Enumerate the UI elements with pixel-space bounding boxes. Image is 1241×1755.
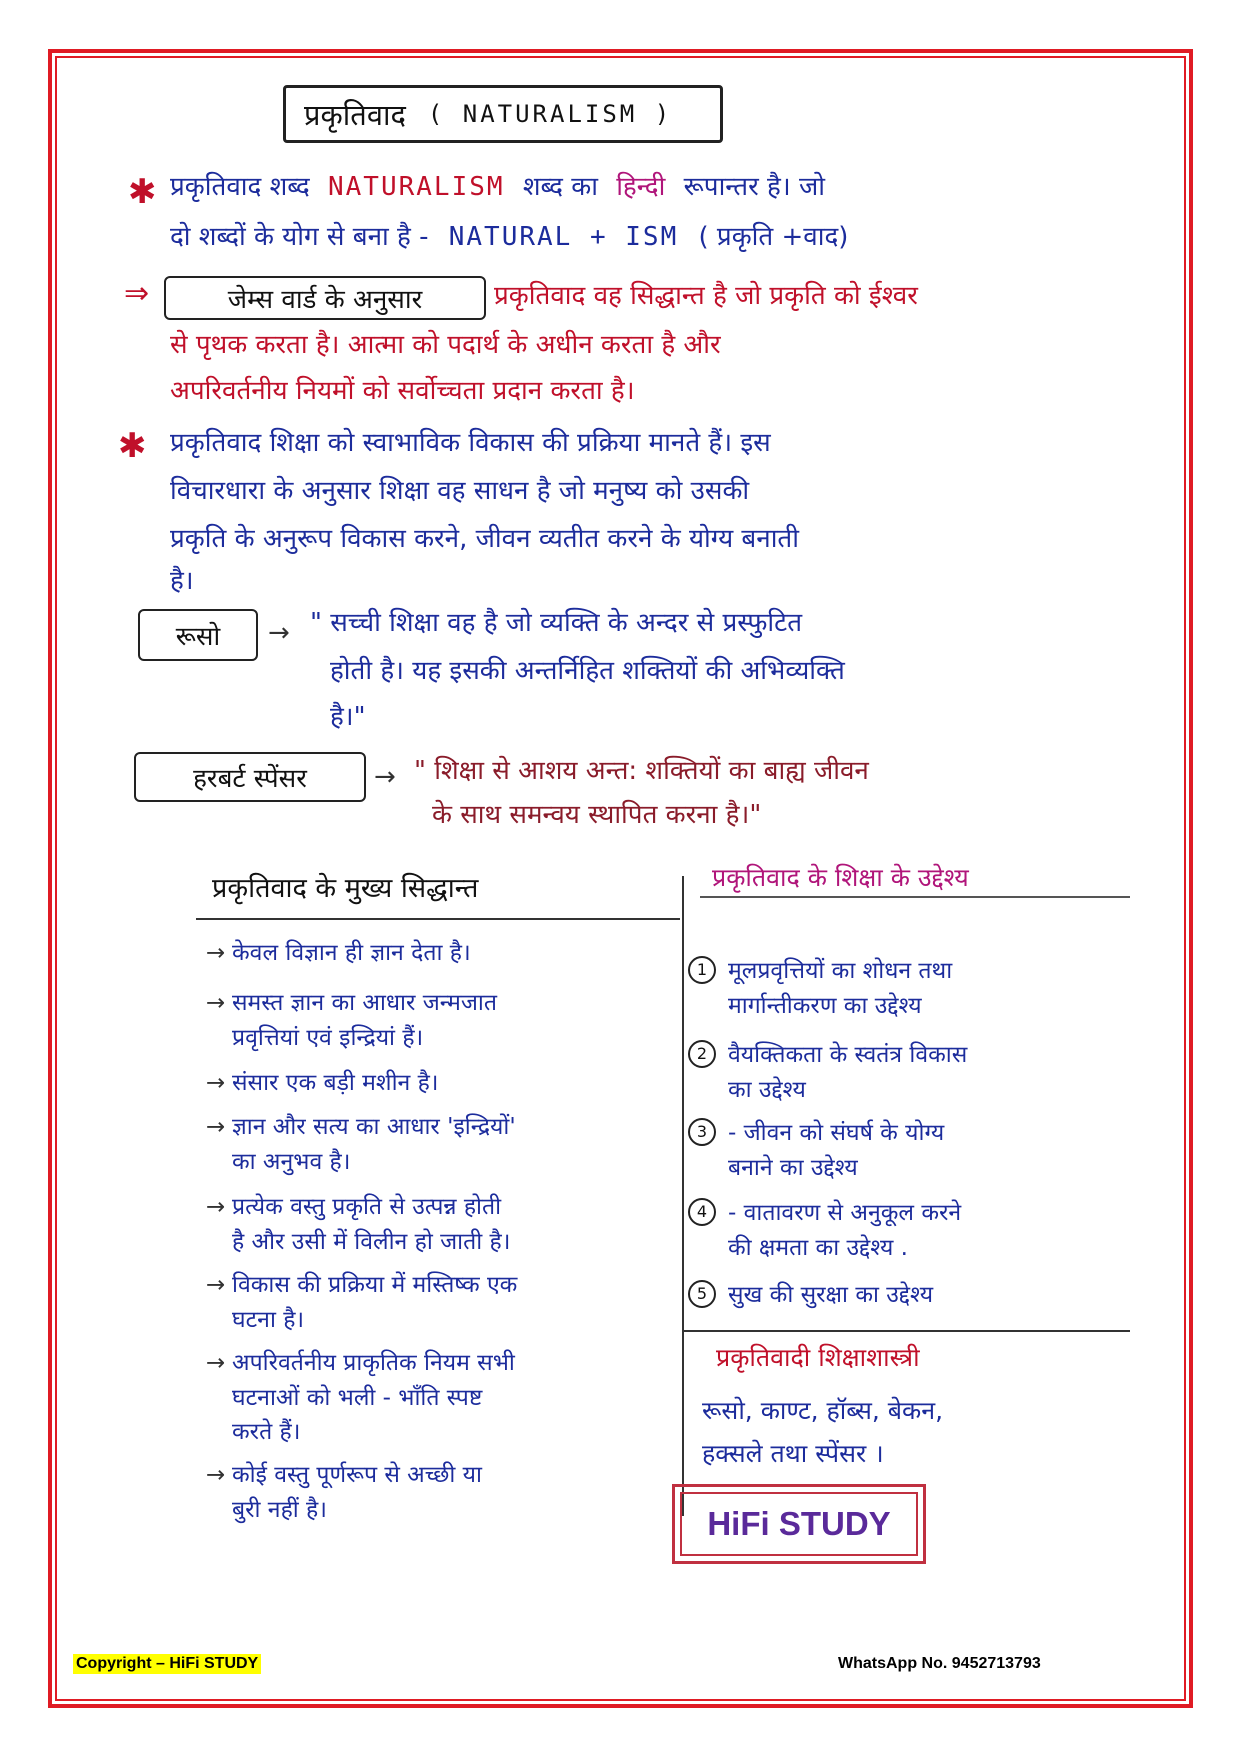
copyright-notice: Copyright – HiFi STUDY	[73, 1654, 261, 1674]
arrow-icon: →	[206, 1194, 226, 1220]
rousseau-quote-2: होती है। यह इसकी अन्तर्निहित शक्तियों की अभिव्यक्ति	[330, 656, 845, 686]
rousseau-quote-1: " सच्ची शिक्षा वह है जो व्यक्ति के अन्दर से प्रस्फुटित	[310, 608, 803, 638]
intro-line-1: प्रकृतिवाद शब्द NATURALISM शब्द का हिन्दी रूपान्तर है। जो	[170, 172, 825, 202]
spencer-quote-1: " शिक्षा से आशय अन्त: शक्तियों का बाह्य जीवन	[414, 756, 869, 786]
principle-item: → केवल विज्ञान ही ज्ञान देता है।	[232, 936, 471, 971]
brand-stamp	[672, 1484, 926, 1564]
objectives-heading: प्रकृतिवाद के शिक्षा के उद्देश्य	[712, 863, 969, 892]
principle-item: → समस्त ज्ञान का आधार जन्मजात प्रवृत्तियां एवं इन्द्रियां हैं।	[232, 986, 497, 1055]
arrow-icon: →	[206, 1070, 226, 1096]
arrow-icon: →	[206, 1350, 226, 1376]
column-divider	[682, 876, 684, 1516]
circled-number-icon: 5	[688, 1280, 716, 1308]
objective-item: 1 मूलप्रवृत्तियों का शोधन तथा मार्गान्तीकरण का उद्देश्य	[688, 954, 952, 1023]
arrow-icon: ⇒	[124, 276, 150, 311]
principle-item: → कोई वस्तु पूर्णरूप से अच्छी या बुरी नहीं है।	[232, 1458, 482, 1527]
title-hindi: प्रकृतिवाद	[304, 97, 406, 132]
principle-item: → प्रत्येक वस्तु प्रकृति से उत्पन्न होती है और उसी में विलीन हो जाती है।	[232, 1190, 510, 1259]
james-ward-line-2: से पृथक करता है। आत्मा को पदार्थ के अधीन करता है और	[170, 330, 721, 360]
circled-number-icon: 3	[688, 1118, 716, 1146]
star-icon: ✱	[128, 172, 157, 212]
arrow-icon: →	[206, 940, 226, 966]
objective-item: 3 - जीवन को संघर्ष के योग्य बनाने का उद्देश्य	[688, 1116, 944, 1185]
whatsapp-number: WhatsApp No. 9452713793	[838, 1655, 1041, 1672]
intro-line-2: दो शब्दों के योग से बना है - NATURAL + ISM ( प्रकृति +वाद)	[170, 222, 849, 252]
circled-number-icon: 4	[688, 1198, 716, 1226]
spencer-label: हरबर्ट स्पेंसर	[134, 752, 366, 802]
education-line-1: प्रकृतिवाद शिक्षा को स्वाभाविक विकास की प्रक्रिया मानते हैं। इस	[170, 428, 771, 458]
circled-number-icon: 1	[688, 956, 716, 984]
objective-item: 2 वैयक्तिकता के स्वतंत्र विकास का उद्देश्य	[688, 1038, 967, 1107]
rousseau-label: रूसो	[138, 609, 258, 661]
arrow-icon: →	[206, 1114, 226, 1140]
educationists-heading: प्रकृतिवादी शिक्षाशास्त्री	[716, 1343, 920, 1372]
title-box	[283, 85, 723, 143]
spencer-quote-2: के साथ समन्वय स्थापित करना है।"	[432, 800, 762, 830]
principle-item: → ज्ञान और सत्य का आधार 'इन्द्रियों' का अनुभव है।	[232, 1110, 516, 1179]
education-line-2: विचारधारा के अनुसार शिक्षा वह साधन है जो मनुष्य को उसकी	[170, 476, 750, 506]
objectives-heading-rule	[700, 896, 1130, 898]
arrow-icon: →	[206, 1272, 226, 1298]
james-ward-line-3: अपरिवर्तनीय नियमों को सर्वोच्चता प्रदान करता है।	[170, 376, 635, 406]
principle-item: → संसार एक बड़ी मशीन है।	[232, 1066, 439, 1101]
education-line-3: प्रकृति के अनुरूप विकास करने, जीवन व्यतीत करने के योग्य बनाती	[170, 524, 799, 554]
objective-item: 4 - वातावरण से अनुकूल करने की क्षमता का उद्देश्य .	[688, 1196, 961, 1265]
rousseau-quote-3: है।"	[330, 702, 366, 732]
educationists-list: रूसो, काण्ट, हॉब्स, बेकन, हक्सले तथा स्पेंसर ।	[702, 1396, 944, 1468]
principles-heading-rule	[196, 918, 680, 920]
arrow-icon: →	[374, 762, 396, 792]
star-icon: ✱	[118, 426, 147, 466]
principle-item: → अपरिवर्तनीय प्राकृतिक नियम सभी घटनाओं को भली - भाँति स्पष्ट करते हैं।	[232, 1346, 515, 1450]
james-ward-line-1: प्रकृतिवाद वह सिद्धान्त है जो प्रकृति को ईश्वर	[494, 281, 918, 311]
circled-number-icon: 2	[688, 1040, 716, 1068]
arrow-icon: →	[268, 618, 290, 648]
arrow-icon: →	[206, 1462, 226, 1488]
educationists-rule	[684, 1330, 1130, 1332]
principles-heading: प्रकृतिवाद के मुख्य सिद्धान्त	[212, 873, 479, 904]
james-ward-label: जेम्स वार्ड के अनुसार	[164, 276, 486, 320]
arrow-icon: →	[206, 990, 226, 1016]
education-line-4: है।	[170, 566, 194, 596]
principle-item: → विकास की प्रक्रिया में मस्तिष्क एक घटना है।	[232, 1268, 517, 1337]
title-english: ( NATURALISM )	[427, 100, 673, 128]
brand-text: HiFi STUDY	[680, 1492, 918, 1556]
objective-item: 5 सुख की सुरक्षा का उद्देश्य	[688, 1278, 933, 1313]
